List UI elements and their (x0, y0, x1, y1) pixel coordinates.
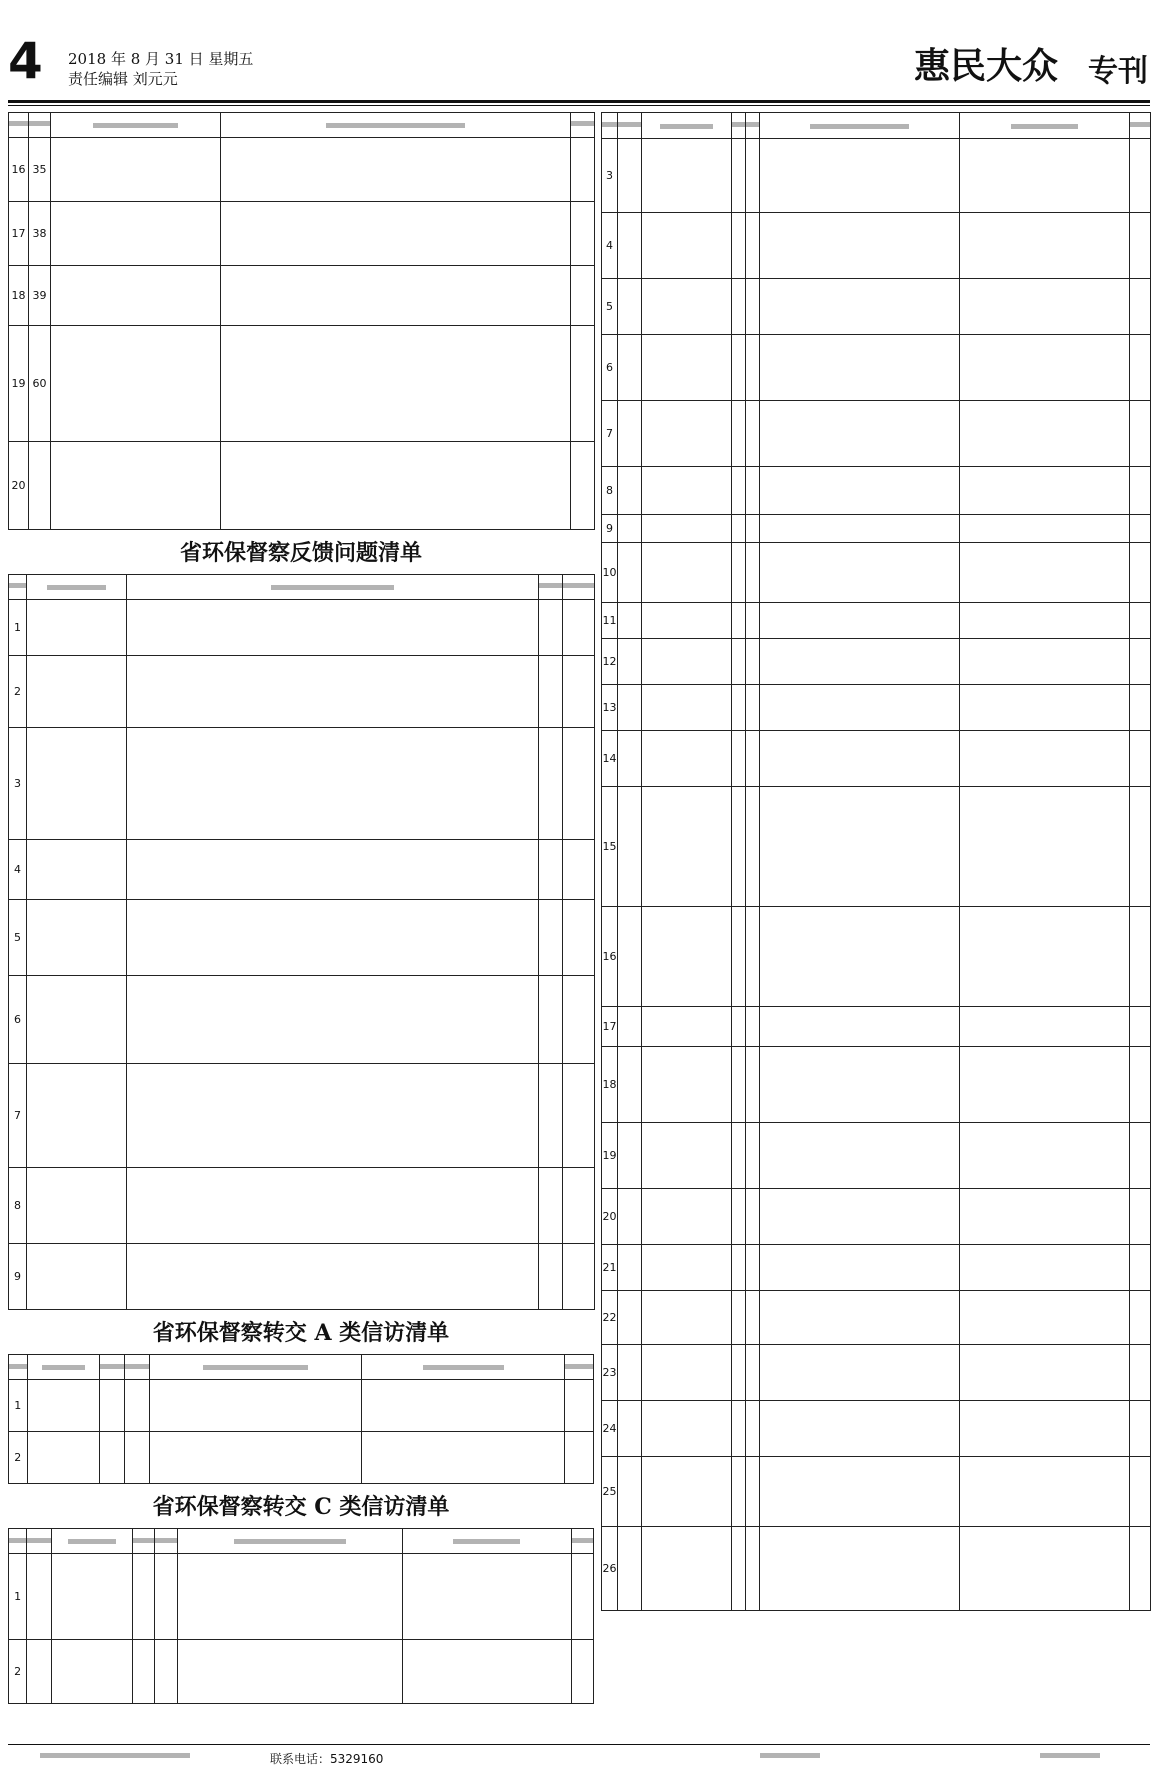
table-row (602, 139, 1151, 213)
table-row (602, 401, 1151, 467)
table-row (602, 1245, 1151, 1291)
a-class-petition-table (8, 1354, 594, 1484)
row-code: 39 (29, 266, 51, 326)
table-row (602, 213, 1151, 279)
masthead (0, 0, 1158, 104)
row-number: 6 (602, 335, 618, 401)
row-number: 12 (602, 639, 618, 685)
row-number: 8 (602, 467, 618, 515)
table-row (9, 900, 595, 976)
footer-address (40, 1750, 190, 1765)
table-row (602, 1345, 1151, 1401)
editor-credit: 责任编辑 刘元元 (68, 70, 178, 88)
row-number: 6 (9, 976, 27, 1064)
table-row (602, 603, 1151, 639)
table-row (602, 731, 1151, 787)
row-number: 11 (602, 603, 618, 639)
table-row (602, 1123, 1151, 1189)
row-number: 15 (602, 787, 618, 907)
row-code: 60 (29, 326, 51, 442)
section-title-a-class: 省环保督察转交 A 类信访清单 (152, 1320, 450, 1346)
table-row (9, 1244, 595, 1310)
table-row (602, 335, 1151, 401)
row-number: 16 (9, 138, 29, 202)
table-row (602, 515, 1151, 543)
table-header-row (9, 113, 595, 138)
c-class-petition-table-continued (601, 112, 1151, 1611)
table-row (9, 1432, 594, 1484)
row-number: 7 (602, 401, 618, 467)
table-row (602, 1527, 1151, 1611)
table-row (9, 1640, 594, 1704)
table-row (9, 138, 595, 202)
row-number: 25 (602, 1457, 618, 1527)
row-number: 17 (602, 1007, 618, 1047)
table-header-row (602, 113, 1151, 139)
table-row (9, 656, 595, 728)
section-title-feedback: 省环保督察反馈问题清单 (179, 540, 422, 566)
table-row (9, 1380, 594, 1432)
row-number: 2 (9, 1640, 27, 1704)
rectification-table-continued (8, 112, 595, 530)
table-row (602, 685, 1151, 731)
table-row (9, 326, 595, 442)
row-number: 19 (602, 1123, 618, 1189)
row-number: 20 (602, 1189, 618, 1245)
row-number: 21 (602, 1245, 618, 1291)
section-label: 专刊 (1088, 54, 1148, 89)
table-row (9, 1168, 595, 1244)
row-number: 13 (602, 685, 618, 731)
footer-note (760, 1750, 820, 1765)
table-header-row (9, 1355, 594, 1380)
page-number: 4 (8, 32, 43, 90)
footer-rule (8, 1744, 1150, 1745)
row-number: 24 (602, 1401, 618, 1457)
row-number: 16 (602, 907, 618, 1007)
row-number: 26 (602, 1527, 618, 1611)
row-number: 18 (9, 266, 29, 326)
table-header-row (9, 1529, 594, 1554)
table-row (602, 1401, 1151, 1457)
newspaper-brand: 惠民大众 (913, 45, 1058, 87)
footer-phone: 联系电话：5329160 (270, 1752, 384, 1766)
footer-price (1040, 1750, 1100, 1765)
row-number: 9 (602, 515, 618, 543)
row-number: 1 (9, 1554, 27, 1640)
table-row (602, 639, 1151, 685)
row-number: 14 (602, 731, 618, 787)
row-number: 17 (9, 202, 29, 266)
row-number: 8 (9, 1168, 27, 1244)
table-row (602, 543, 1151, 603)
section-title-c-class: 省环保督察转交 C 类信访清单 (152, 1494, 450, 1520)
row-number: 4 (9, 840, 27, 900)
table-row (602, 1457, 1151, 1527)
table-row (602, 279, 1151, 335)
row-number: 3 (602, 139, 618, 213)
row-number: 9 (9, 1244, 27, 1310)
table-row (9, 1064, 595, 1168)
row-number: 1 (9, 1380, 28, 1432)
row-number: 1 (9, 600, 27, 656)
row-number: 22 (602, 1291, 618, 1345)
table-row (602, 907, 1151, 1007)
table-header-row (9, 575, 595, 600)
table-row (602, 1047, 1151, 1123)
table-row (9, 840, 595, 900)
left-column (8, 112, 594, 1704)
table-row (9, 442, 595, 530)
table-row (9, 728, 595, 840)
table-row (9, 266, 595, 326)
feedback-issues-table (8, 574, 595, 1310)
row-number: 20 (9, 442, 29, 530)
table-row (9, 202, 595, 266)
c-class-petition-table (8, 1528, 594, 1704)
row-code: 38 (29, 202, 51, 266)
table-row (602, 467, 1151, 515)
right-column (601, 112, 1150, 1611)
row-number: 2 (9, 656, 27, 728)
table-row (9, 976, 595, 1064)
row-number: 4 (602, 213, 618, 279)
row-number: 10 (602, 543, 618, 603)
table-row (602, 1291, 1151, 1345)
row-code: 35 (29, 138, 51, 202)
table-row (602, 1007, 1151, 1047)
row-number: 7 (9, 1064, 27, 1168)
masthead-rule (8, 100, 1150, 103)
table-row (602, 1189, 1151, 1245)
row-number: 5 (9, 900, 27, 976)
row-number: 18 (602, 1047, 618, 1123)
row-number: 5 (602, 279, 618, 335)
row-number: 3 (9, 728, 27, 840)
table-row (9, 600, 595, 656)
row-number: 23 (602, 1345, 618, 1401)
row-number: 2 (9, 1432, 28, 1484)
row-number: 19 (9, 326, 29, 442)
masthead-rule-thin (8, 105, 1150, 106)
table-row (9, 1554, 594, 1640)
issue-date: 2018 年 8 月 31 日 星期五 (68, 50, 254, 68)
table-row (602, 787, 1151, 907)
